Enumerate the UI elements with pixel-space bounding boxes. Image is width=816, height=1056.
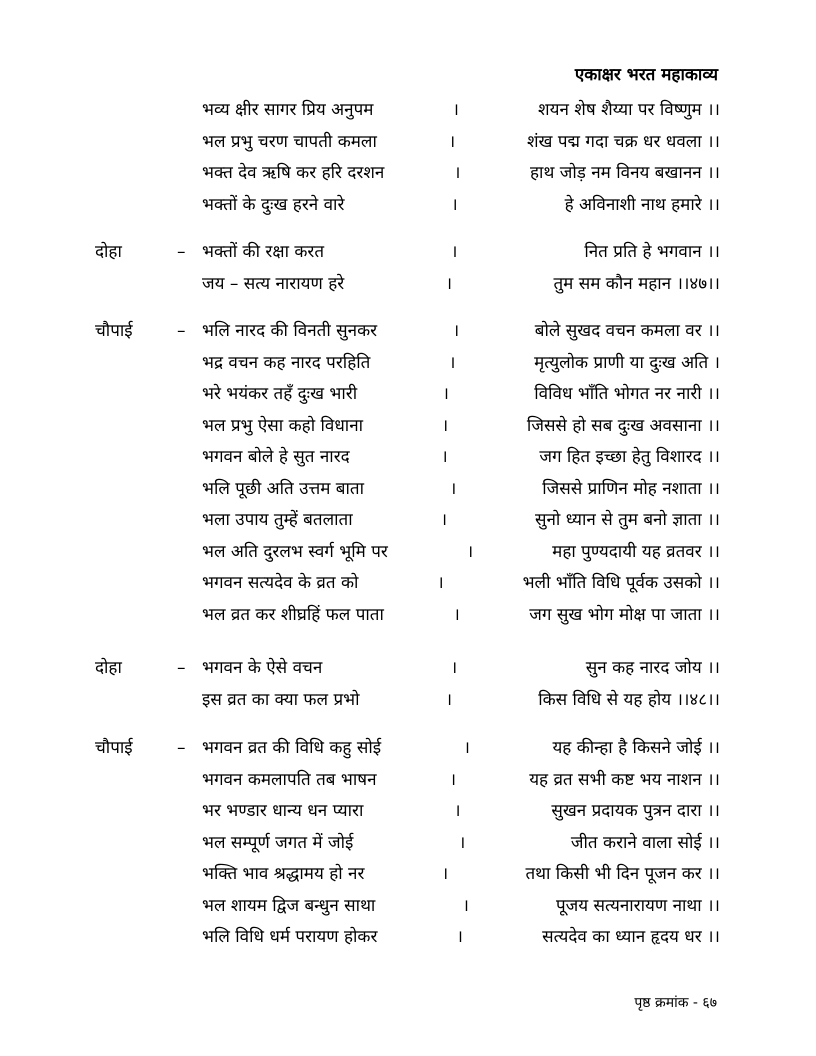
verse-first-half: भद्र वचन कह नारद परहिति	[202, 352, 371, 373]
verse-first-half: भर भण्डार धान्य धन प्यारा	[202, 801, 364, 821]
verse-line	[0, 831, 816, 863]
stanza	[0, 736, 816, 957]
verse-first-half: भक्त देव ऋषि कर हरि दरशन	[202, 163, 385, 183]
verse-text	[202, 508, 720, 532]
verse-text	[202, 799, 720, 823]
verse-first-half: भरे भयंकर तहँ दुःख भारी	[202, 384, 358, 404]
verse-line	[0, 688, 816, 720]
verse-line	[0, 319, 816, 351]
verse-line	[0, 477, 816, 509]
verse-second-half: तथा किसी भी दिन पूजन कर ।।	[525, 864, 720, 884]
verse-second-half: जग सुख भोग मोक्ष पा जाता ।।	[529, 604, 720, 625]
verse-text	[202, 272, 720, 296]
verse-line	[0, 445, 816, 477]
danda-mark: ।	[462, 895, 469, 916]
verse-second-half: यह कीन्हा है किसने जोई ।।	[552, 738, 720, 758]
label-separator: –	[177, 658, 186, 678]
danda-mark: ।	[454, 801, 461, 821]
verse-first-half: भल सम्पूर्ण जगत में जोई	[202, 832, 354, 853]
verse-second-half: शंख पद्म गदा चक्र धर धवला ।।	[527, 131, 720, 152]
verse-line	[0, 540, 816, 572]
verse-text	[202, 161, 720, 185]
danda-mark: ।	[441, 447, 448, 467]
stanza	[0, 319, 816, 634]
verse-text	[202, 98, 720, 122]
verse-first-half: जय – सत्य नारायण हरे	[202, 273, 345, 294]
verse-second-half: हाथ जोड़ नम विनय बखानन ।।	[530, 163, 720, 183]
danda-mark: ।	[448, 131, 456, 152]
label-separator: –	[177, 321, 186, 341]
stanza	[0, 240, 816, 303]
verse-second-half: जीत कराने वाला सोई ।।	[570, 832, 720, 853]
danda-mark: ।	[453, 163, 461, 183]
verse-type-label: दोहा	[95, 658, 122, 678]
verse-second-half: बोले सुखद वचन कमला वर ।।	[534, 321, 720, 341]
danda-mark: ।	[451, 194, 458, 215]
stanza	[0, 656, 816, 719]
danda-mark: ।	[456, 927, 463, 947]
verse-line	[0, 925, 816, 957]
verse-line	[0, 862, 816, 894]
page-number: पृष्ठ क्रमांक - ६७	[634, 995, 717, 1011]
verse-first-half: भक्तों के दुःख हरने वारे	[202, 194, 345, 215]
verse-second-half: सत्यदेव का ध्यान हृदय धर ।।	[542, 927, 720, 947]
verse-first-half: भगवन बोले हे सुत नारद	[202, 447, 350, 467]
verse-line	[0, 272, 816, 304]
verse-first-half: भगवन कमलापति तब भाषन	[202, 769, 377, 790]
verse-line	[0, 351, 816, 383]
danda-mark: ।	[452, 100, 459, 120]
verse-second-half: किस विधि से यह होय ।।४८।।	[538, 689, 720, 710]
verse-line	[0, 98, 816, 130]
danda-mark: ।	[449, 769, 457, 790]
verse-text	[202, 540, 720, 564]
verse-second-half: यह व्रत सभी कष्ट भय नाशन ।।	[529, 769, 720, 790]
danda-mark: ।	[442, 384, 449, 404]
verse-first-half: भलि पूछी अति उत्तम बाता	[202, 478, 364, 499]
verse-second-half: जिससे प्राणिन मोह नशाता ।।	[542, 478, 720, 499]
verse-first-half: भल शायम द्विज बन्धुन साथा	[202, 895, 376, 916]
verse-first-half: भल अति दुरलभ स्वर्ग भूमि पर	[202, 541, 388, 562]
verse-second-half: महा पुण्यदायी यह व्रतवर ।।	[552, 541, 720, 562]
verse-text	[202, 862, 720, 886]
danda-mark: ।	[440, 510, 448, 530]
book-title-header: एकाक्षर भरत महाकाव्य	[574, 65, 718, 85]
verse-line	[0, 894, 816, 926]
verse-line	[0, 656, 816, 688]
verse-text	[202, 477, 720, 501]
verse-text	[202, 130, 720, 154]
verse-text	[202, 894, 720, 918]
danda-mark: ।	[450, 658, 458, 678]
verse-line	[0, 799, 816, 831]
verse-second-half: विविध भाँति भोगत नर नारी ।।	[534, 384, 720, 404]
verse-first-half: इस व्रत का क्या फल प्रभो	[202, 689, 360, 710]
verse-second-half: जग हित इच्छा हेतु विशारद ।।	[539, 447, 720, 467]
verse-second-half: सुनो ध्यान से तुम बनो ज्ञाता ।।	[534, 510, 720, 530]
verse-first-half: भलि नारद की विनती सुनकर	[202, 321, 378, 341]
verse-text	[202, 736, 720, 760]
verse-text	[202, 351, 720, 375]
verse-text	[202, 240, 720, 264]
danda-mark: ।	[463, 738, 470, 758]
danda-mark: ।	[453, 604, 460, 625]
verse-second-half: सुखन प्रदायक पुत्रन दारा ।।	[551, 801, 720, 821]
verse-second-half: मृत्युलोक प्राणी या दुःख अति ।	[534, 352, 720, 373]
verse-first-half: भला उपाय तुम्हें बतलाता	[202, 510, 353, 530]
verse-line	[0, 382, 816, 414]
danda-mark: ।	[445, 273, 453, 294]
verse-line	[0, 603, 816, 635]
verse-text	[202, 382, 720, 406]
verse-text	[202, 768, 720, 792]
verse-second-half: तुम सम कौन महान ।।४७।।	[553, 273, 720, 294]
verse-text	[202, 656, 720, 680]
verse-text	[202, 571, 720, 595]
verse-line	[0, 571, 816, 603]
verse-first-half: भगवन के ऐसे वचन	[202, 658, 323, 678]
verse-line	[0, 240, 816, 272]
verse-first-half: भल प्रभु चरण चापती कमला	[202, 131, 377, 152]
verse-text	[202, 193, 720, 217]
danda-mark: ।	[441, 415, 449, 436]
danda-mark: ।	[441, 864, 449, 884]
verse-second-half: नित प्रति हे भगवान ।।	[584, 242, 720, 262]
verse-first-half: भलि विधि धर्म परायण होकर	[202, 927, 378, 947]
verse-line	[0, 161, 816, 193]
verse-text	[202, 414, 720, 438]
danda-mark: ।	[450, 242, 458, 262]
verse-second-half: सुन कह नारद जोय ।।	[585, 658, 720, 678]
verse-line	[0, 736, 816, 768]
verse-type-label: चौपाई	[95, 321, 133, 341]
label-separator: –	[177, 738, 186, 758]
danda-mark: ।	[437, 573, 444, 593]
danda-mark: ।	[448, 352, 456, 373]
verse-text	[202, 831, 720, 855]
verse-type-label: दोहा	[95, 242, 122, 262]
verse-line	[0, 508, 816, 540]
verse-text	[202, 688, 720, 712]
verse-type-label: चौपाई	[95, 738, 133, 758]
verse-first-half: भगवन सत्यदेव के व्रत को	[202, 573, 359, 593]
verse-text	[202, 319, 720, 343]
danda-mark: ।	[449, 478, 457, 499]
danda-mark: ।	[445, 689, 453, 710]
verse-text	[202, 603, 720, 627]
verse-first-half: भक्तों की रक्षा करत	[202, 242, 325, 262]
verse-second-half: भली भाँति विधि पूर्वक उसको ।।	[522, 573, 720, 593]
danda-mark: ।	[466, 541, 474, 562]
verse-line	[0, 130, 816, 162]
verse-line	[0, 768, 816, 800]
verse-second-half: शयन शेष शैय्या पर विष्णुम ।।	[538, 100, 720, 120]
verse-line	[0, 193, 816, 225]
verse-text	[202, 925, 720, 949]
verse-second-half: जिससे हो सब दुःख अवसाना ।।	[526, 415, 720, 436]
verse-first-half: भगवन व्रत की विधि कहु सोई	[202, 738, 382, 758]
verse-first-half: भव्य क्षीर सागर प्रिय अनुपम	[202, 100, 374, 120]
verse-first-half: भल व्रत कर शीघ्रहिं फल पाता	[202, 604, 384, 625]
stanza	[0, 98, 816, 224]
verse-second-half: हे अविनाशी नाथ हमारे ।।	[564, 194, 720, 215]
verse-second-half: पूजय सत्यनारायण नाथा ।।	[556, 895, 720, 916]
danda-mark: ।	[452, 321, 460, 341]
verse-text	[202, 445, 720, 469]
verse-first-half: भक्ति भाव श्रद्धामय हो नर	[202, 864, 365, 884]
verse-line	[0, 414, 816, 446]
label-separator: –	[177, 242, 186, 262]
danda-mark: ।	[458, 832, 466, 853]
verse-first-half: भल प्रभु ऐसा कहो विधाना	[202, 415, 364, 436]
